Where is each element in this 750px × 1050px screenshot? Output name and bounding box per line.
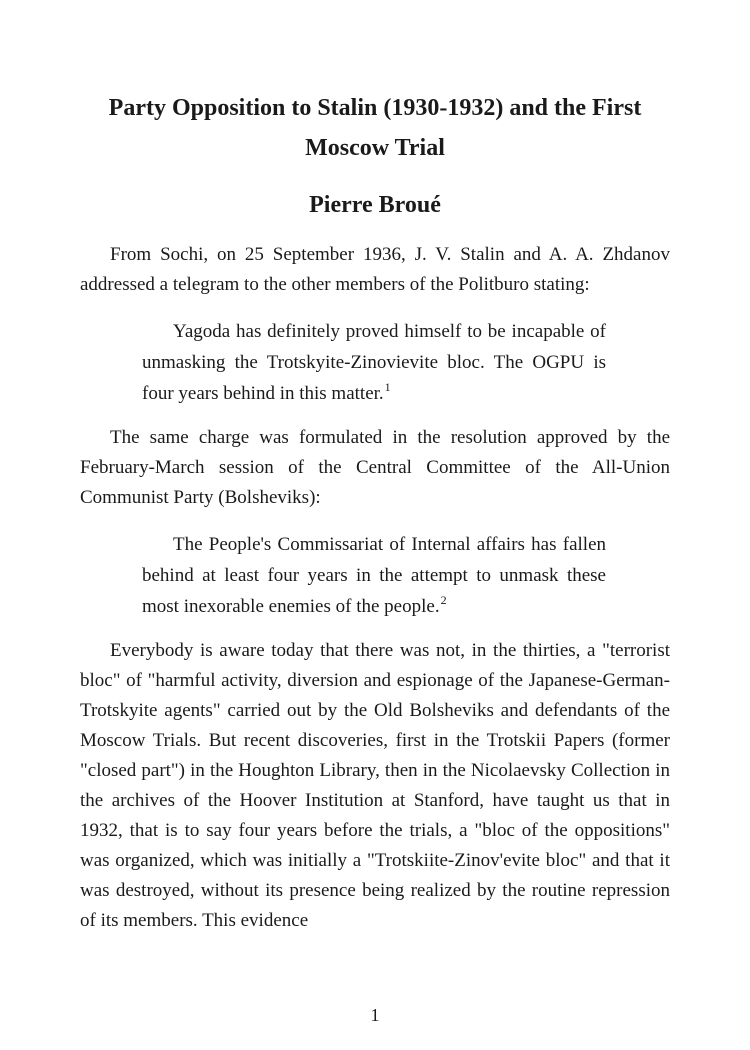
paragraph-3: Everybody is aware today that there was not, in the thirties, a "terrorist bloc" of "harmful activity, diversion and espionage of the Japanese-German-Trotskyite agents" carried out by the Old Bolsheviks and defendants of the Moscow Trials. But recent discoveries, first in the Trotskii Papers (former "closed part") in the Houghton Library, then in the Nicolaevsky Collection in the archives of the Hoover Institution at Stanford, have taught us that in 1932, that is to say four years before the trials, a "bloc of the oppositions" was organized, which was initially a "Trotskiite-Zinov'evite bloc" and that it was destroyed, without its presence being realized by the routine repression of its members. This evidence (80, 640, 670, 931)
paragraph-2: The same charge was formulated in the resolution approved by the February-March session of the Central Committee of the All-Union Communist Party (Bolsheviks): (80, 427, 670, 508)
footnote-ref-1[interactable]: 1 (384, 380, 391, 394)
block-quote-1-text: Yagoda has definitely proved himself to be incapable of unmasking the Trotskyite-Zinovievite bloc. The OGPU is four years behind in this matter. (142, 321, 606, 404)
block-quote-1 (142, 316, 606, 409)
footnote-ref-2[interactable]: 2 (440, 593, 447, 607)
document-author: Pierre Broué (309, 192, 441, 218)
block-quote-2-text: The People's Commissariat of Internal affairs has fallen behind at least four years in the attempt to unmask these most inexorable enemies of the people. (142, 534, 606, 617)
paragraph-1: From Sochi, on 25 September 1936, J. V. Stalin and A. A. Zhdanov addressed a telegram to the other members of the Politburo stating: (80, 244, 670, 295)
page-number: 1 (370, 1005, 380, 1025)
block-quote-2 (142, 529, 606, 622)
document-title: Party Opposition to Stalin (1930-1932) and the First Moscow Trial (108, 95, 642, 161)
document-page (80, 88, 670, 936)
